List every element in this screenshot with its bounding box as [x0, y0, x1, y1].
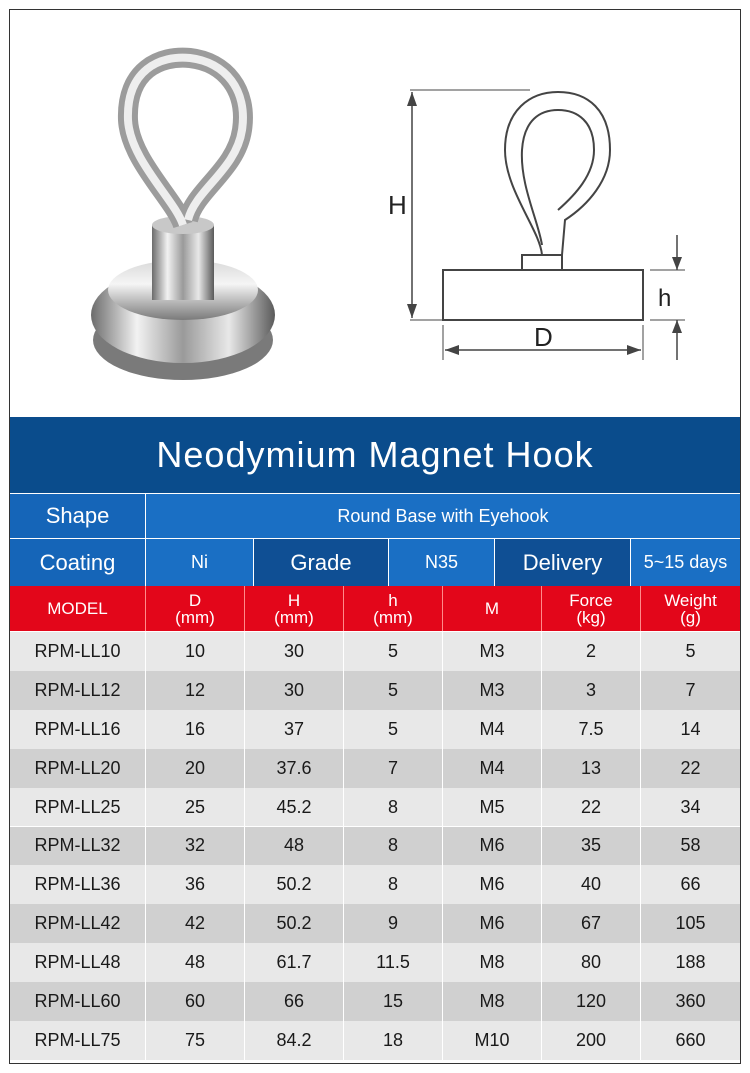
table-cell: 18 [344, 1021, 443, 1060]
col-header-m [443, 586, 542, 631]
table-cell: 50.2 [245, 865, 344, 904]
spec-sheet [9, 9, 741, 1064]
table-cell: 8 [344, 865, 443, 904]
table-cell: 7.5 [542, 710, 641, 749]
table-cell: 45.2 [245, 788, 344, 827]
col-header-unit: (mm) [373, 607, 413, 627]
coating-row [10, 539, 740, 586]
table-cell: RPM-LL42 [10, 904, 146, 943]
table-row [10, 943, 740, 982]
table-cell: 22 [680, 757, 701, 778]
table-cell: RPM-LL75 [10, 1021, 146, 1060]
table-cell: 14 [680, 718, 701, 739]
table-cell: 660 [675, 1029, 706, 1050]
table-cell: 48 [146, 943, 245, 982]
table-cell: RPM-LL10 [10, 632, 146, 671]
table-row [10, 827, 740, 866]
table-cell: 30 [245, 671, 344, 710]
table-cell: RPM-LL48 [10, 943, 146, 982]
col-header-name: Weight [664, 590, 717, 610]
table-cell: 11.5 [344, 943, 443, 982]
table-cell: RPM-LL32 [10, 827, 146, 866]
col-header-name: D [188, 590, 202, 610]
table-cell: M4 [443, 749, 542, 788]
table-row [10, 904, 740, 943]
table-cell: 66 [680, 874, 701, 895]
col-header-unit: (g) [680, 607, 701, 627]
table-cell: 42 [146, 904, 245, 943]
col-header-name: M [484, 599, 500, 618]
table-cell: 7 [685, 679, 696, 700]
col-header-unit: (mm) [274, 607, 314, 627]
table-cell: M3 [443, 632, 542, 671]
dimension-diagram [407, 90, 685, 360]
table-cell: 360 [675, 991, 706, 1012]
table-cell: M10 [443, 1021, 542, 1060]
table-cell: RPM-LL60 [10, 982, 146, 1021]
col-header-name: h [388, 590, 398, 610]
table-cell: 25 [146, 788, 245, 827]
table-cell: 80 [542, 943, 641, 982]
table-cell: 2 [542, 632, 641, 671]
table-cell: RPM-LL25 [10, 788, 146, 827]
table-cell: 8 [344, 788, 443, 827]
table-cell: RPM-LL20 [10, 749, 146, 788]
table-cell: 12 [146, 671, 245, 710]
table-row [10, 982, 740, 1021]
table-cell: M4 [443, 710, 542, 749]
diagram-label-D: D [534, 322, 553, 352]
table-cell: 5 [344, 710, 443, 749]
table-cell: 66 [245, 982, 344, 1021]
table-cell: M8 [443, 943, 542, 982]
table-cell: M6 [443, 904, 542, 943]
table-cell: 84.2 [245, 1021, 344, 1060]
table-row [10, 1021, 740, 1060]
shape-value: Round Base with Eyehook [146, 494, 740, 538]
table-cell: 20 [146, 749, 245, 788]
table-cell: 5 [344, 632, 443, 671]
table-cell: RPM-LL16 [10, 710, 146, 749]
table-cell: M8 [443, 982, 542, 1021]
table-row [10, 788, 740, 827]
table-header [10, 586, 740, 631]
col-header-unit: (mm) [175, 607, 215, 627]
product-photo-and-diagram [10, 10, 740, 415]
delivery-label: Delivery [495, 539, 631, 586]
table-cell: RPM-LL36 [10, 865, 146, 904]
table-cell: 13 [542, 749, 641, 788]
table-cell: 3 [542, 671, 641, 710]
table-cell: 120 [542, 982, 641, 1021]
table-row [10, 865, 740, 904]
coating-value: Ni [146, 539, 254, 586]
table-cell: M3 [443, 671, 542, 710]
table-cell: M5 [443, 788, 542, 827]
table-cell: 35 [542, 827, 641, 866]
table-cell: 36 [146, 865, 245, 904]
diagram-label-h: h [658, 285, 672, 312]
table-cell: 22 [542, 788, 641, 827]
table-cell: 32 [146, 827, 245, 866]
table-row [10, 671, 740, 710]
product-images [10, 10, 740, 415]
table-cell: 58 [680, 835, 701, 856]
table-row [10, 632, 740, 671]
col-header-name: H [287, 590, 301, 610]
table-cell: 8 [344, 827, 443, 866]
table-cell: 9 [344, 904, 443, 943]
table-row [10, 749, 740, 788]
table-cell: RPM-LL12 [10, 671, 146, 710]
page-title: Neodymium Magnet Hook [10, 417, 740, 493]
table-cell: 67 [542, 904, 641, 943]
table-cell: 105 [675, 913, 706, 934]
table-cell: 40 [542, 865, 641, 904]
col-header-force [542, 586, 641, 631]
magnet-hook-photo [91, 58, 275, 380]
grade-value: N35 [389, 539, 495, 586]
table-cell: 37 [245, 710, 344, 749]
coating-label: Coating [10, 539, 146, 586]
delivery-value: 5~15 days [631, 539, 740, 586]
shape-row [10, 494, 740, 538]
grade-label: Grade [254, 539, 389, 586]
table-cell: 7 [344, 749, 443, 788]
col-header-H [245, 586, 344, 631]
table-cell: 5 [685, 640, 696, 661]
table-row [10, 710, 740, 749]
col-header-model [10, 586, 146, 631]
col-header-name: Force [569, 590, 613, 610]
diagram-label-H: H [388, 190, 407, 220]
table-cell: M6 [443, 827, 542, 866]
table-cell: 30 [245, 632, 344, 671]
table-cell: 188 [675, 952, 706, 973]
table-cell: 60 [146, 982, 245, 1021]
table-cell: 37.6 [245, 749, 344, 788]
table-cell: 15 [344, 982, 443, 1021]
table-cell: 200 [542, 1021, 641, 1060]
col-header-h [344, 586, 443, 631]
table-cell: 48 [245, 827, 344, 866]
col-header-weight [641, 586, 740, 631]
table-cell: 34 [680, 796, 701, 817]
table-cell: 50.2 [245, 904, 344, 943]
col-header-name: MODEL [47, 599, 108, 618]
table-cell: M6 [443, 865, 542, 904]
col-header-unit: (kg) [576, 607, 606, 627]
table-cell: 5 [344, 671, 443, 710]
table-cell: 10 [146, 632, 245, 671]
col-header-d [146, 586, 245, 631]
table-cell: 61.7 [245, 943, 344, 982]
shape-label: Shape [10, 494, 146, 538]
table-cell: 75 [146, 1021, 245, 1060]
table-cell: 16 [146, 710, 245, 749]
